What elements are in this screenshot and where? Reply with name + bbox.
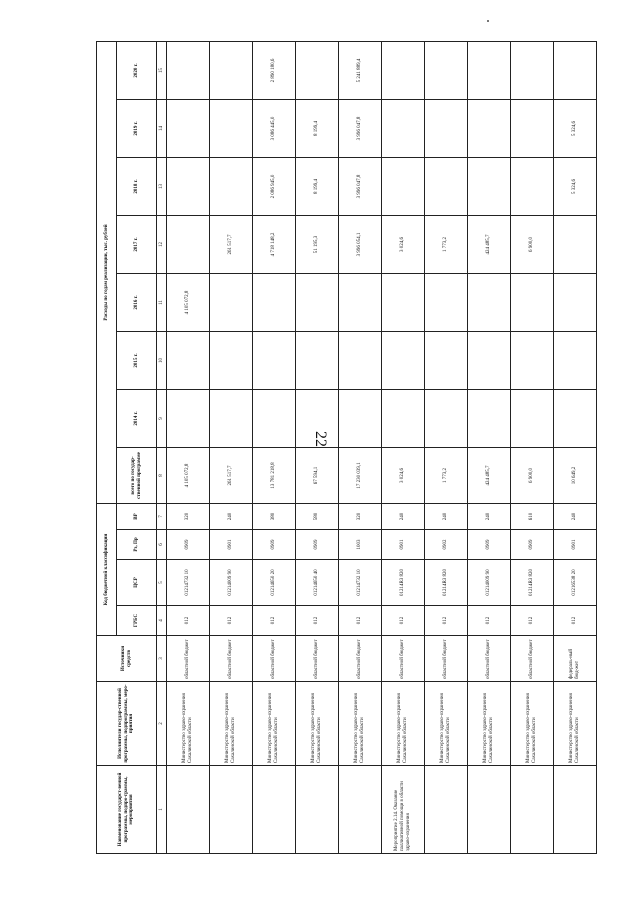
table-cell	[425, 100, 468, 158]
table-cell: Министерство здраво-охранения Сахалинской области	[511, 682, 554, 766]
table-cell: 012	[210, 606, 253, 636]
table-cell: 240	[210, 504, 253, 530]
header-csr: ЦСР	[117, 560, 157, 606]
table-row	[554, 41, 597, 853]
header-executors: Исполнители государ-ственной программы, подпрограммы, меро-приятия	[97, 682, 157, 766]
table-cell	[468, 158, 511, 216]
table-cell: 3 996 054,1	[339, 216, 382, 274]
header-program-name: Наименование государст-венной программы, подпро-граммы, мероприятия	[97, 766, 157, 854]
table-cell: 3 024,6	[382, 216, 425, 274]
table-cell: 580	[296, 504, 339, 530]
table-cell	[468, 332, 511, 390]
table-cell: 5 241 889,4	[339, 41, 382, 99]
header-rz-pr: Рз, Пр	[117, 530, 157, 560]
table-cell: 261 517,7	[210, 216, 253, 274]
table-cell: 0902	[425, 530, 468, 560]
table-row	[253, 41, 296, 853]
scan-speck	[487, 20, 489, 22]
column-number: 11	[157, 274, 167, 332]
table-cell: 0909	[253, 530, 296, 560]
header-year-2015: 2015 г.	[117, 332, 157, 390]
table-cell: 2 086 945,0	[253, 158, 296, 216]
column-number: 6	[157, 530, 167, 560]
table-cell: 8 199,4	[296, 100, 339, 158]
column-number: 10	[157, 332, 167, 390]
column-number: 2	[157, 682, 167, 766]
table-row	[425, 41, 468, 853]
table-cell: 012	[554, 606, 597, 636]
table-cell	[210, 158, 253, 216]
table-cell: областной бюджет	[382, 636, 425, 682]
table-cell: Мероприятие 2.14. Оказание паллиативной помощи в области здраво-охранения	[382, 766, 425, 854]
table-cell: 8 199,4	[296, 158, 339, 216]
table-cell	[511, 100, 554, 158]
table-cell: 424 485,7	[468, 216, 511, 274]
table-row	[339, 41, 382, 853]
table-cell	[425, 766, 468, 854]
table-row	[382, 41, 425, 853]
table-cell: 0901	[554, 530, 597, 560]
header-year-2020: 2020 г.	[117, 41, 157, 99]
table-cell: 261 517,7	[210, 448, 253, 504]
table-cell: 3 086 445,0	[253, 100, 296, 158]
table-cell	[468, 766, 511, 854]
table-cell	[296, 274, 339, 332]
table-cell: 10 649,2	[554, 448, 597, 504]
table-cell: 5 324,6	[554, 158, 597, 216]
table-cell: 3 024,6	[382, 448, 425, 504]
table-cell: областной бюджет	[253, 636, 296, 682]
header-year-2014: 2014 г.	[117, 390, 157, 448]
table-cell: 610	[511, 504, 554, 530]
table-cell	[167, 158, 210, 216]
table-cell: 0901	[382, 530, 425, 560]
table-cell	[210, 390, 253, 448]
table-cell	[296, 390, 339, 448]
table-cell	[210, 766, 253, 854]
table-cell: Министерство здраво-охранения Сахалинской области	[468, 682, 511, 766]
table-cell: 01214R3 820	[425, 560, 468, 606]
column-number-row	[157, 41, 167, 853]
table-cell: 01214650 20	[253, 560, 296, 606]
table-cell: Министерство здраво-охранения Сахалинской области	[382, 682, 425, 766]
table-cell: 1 773,2	[425, 216, 468, 274]
table-cell: 012	[425, 606, 468, 636]
table-cell	[167, 216, 210, 274]
table-cell	[296, 766, 339, 854]
table-cell	[468, 41, 511, 99]
table-cell	[382, 274, 425, 332]
table-cell	[339, 390, 382, 448]
column-number: 5	[157, 560, 167, 606]
table-cell	[382, 390, 425, 448]
table-cell: 424 485,7	[468, 448, 511, 504]
column-number: 12	[157, 216, 167, 274]
page-number: 22	[312, 431, 329, 447]
table-cell	[425, 390, 468, 448]
table-cell	[511, 274, 554, 332]
table-cell	[167, 332, 210, 390]
table-cell: 4 105 072,8	[167, 274, 210, 332]
column-number: 15	[157, 41, 167, 99]
table-cell: 6 900,0	[511, 448, 554, 504]
header-expenses-by-year: Расходы по годам реализации, тыс. рублей	[97, 41, 117, 503]
table-cell: 01214650 40	[296, 560, 339, 606]
table-cell: 67 594,1	[296, 448, 339, 504]
table-cell	[554, 766, 597, 854]
table-cell	[425, 274, 468, 332]
table-cell	[511, 766, 554, 854]
table-cell	[511, 390, 554, 448]
table-cell	[425, 158, 468, 216]
table-cell: 012	[511, 606, 554, 636]
table-cell: 01214R3 820	[511, 560, 554, 606]
table-cell	[339, 766, 382, 854]
table-body	[167, 41, 597, 853]
table-cell: 01216538 20	[554, 560, 597, 606]
table-cell: Министерство здраво-охранения Сахалинской области	[425, 682, 468, 766]
table-cell: 17 230 039,1	[339, 448, 382, 504]
table-cell	[511, 158, 554, 216]
table-cell	[210, 41, 253, 99]
table-cell: Министерство здраво-охранения Сахалинской области	[167, 682, 210, 766]
table-cell: 240	[425, 504, 468, 530]
column-number: 1	[157, 766, 167, 854]
table-cell	[468, 100, 511, 158]
table-cell	[339, 332, 382, 390]
table-cell: 2 890 180,6	[253, 41, 296, 99]
table-cell: 320	[339, 504, 382, 530]
table-cell	[167, 100, 210, 158]
header-year-2016: 2016 г.	[117, 274, 157, 332]
table-cell: 01214009 90	[210, 560, 253, 606]
table-cell	[425, 332, 468, 390]
table-cell	[210, 332, 253, 390]
table-cell: 012	[167, 606, 210, 636]
table-cell: Министерство здраво-охранения Сахалинской области	[253, 682, 296, 766]
table-cell: 240	[554, 504, 597, 530]
table-cell: Министерство здраво-охранения Сахалинской области	[296, 682, 339, 766]
table-cell	[253, 274, 296, 332]
table-cell: 01214009 90	[468, 560, 511, 606]
table-cell	[167, 41, 210, 99]
table-cell: 4 718 148,2	[253, 216, 296, 274]
table-cell	[253, 766, 296, 854]
table-cell	[382, 41, 425, 99]
table-cell	[210, 100, 253, 158]
column-number: 14	[157, 100, 167, 158]
table-cell: областной бюджет	[425, 636, 468, 682]
header-sources: Источники средств	[97, 636, 157, 682]
table-cell: Министерство здраво-охранения Сахалинской области	[554, 682, 597, 766]
table-cell: 1 773,2	[425, 448, 468, 504]
table-cell	[296, 332, 339, 390]
table-cell: 13 781 218,8	[253, 448, 296, 504]
table-cell: 380	[253, 504, 296, 530]
table-cell	[296, 41, 339, 99]
table-cell	[511, 332, 554, 390]
table-cell: 012	[296, 606, 339, 636]
header-grbs: ГРБС	[117, 606, 157, 636]
table-cell	[425, 41, 468, 99]
header-total: всего по государ-ственной программе	[117, 448, 157, 504]
table-cell: 51 195,3	[296, 216, 339, 274]
table-cell: 240	[382, 504, 425, 530]
rotated-table-sheet	[96, 42, 580, 854]
table-cell	[253, 332, 296, 390]
table-row	[511, 41, 554, 853]
expenditure-table	[96, 41, 597, 854]
table-cell: 0909	[296, 530, 339, 560]
table-cell: областной бюджет	[167, 636, 210, 682]
header-year-2018: 2018 г.	[117, 158, 157, 216]
table-cell: 1003	[339, 530, 382, 560]
table-cell	[554, 332, 597, 390]
table-cell: 012	[468, 606, 511, 636]
table-cell: Министерство здраво-охранения Сахалинской области	[210, 682, 253, 766]
table-cell	[468, 274, 511, 332]
table-cell: 4 105 072,8	[167, 448, 210, 504]
table-cell: областной бюджет	[210, 636, 253, 682]
table-cell	[382, 100, 425, 158]
table-cell	[382, 158, 425, 216]
table-cell: 5 324,6	[554, 100, 597, 158]
header-budget-classification: Код бюджетной классификации	[97, 504, 117, 636]
table-cell	[210, 274, 253, 332]
column-number: 7	[157, 504, 167, 530]
table-cell: 01214732 10	[339, 560, 382, 606]
table-cell	[468, 390, 511, 448]
table-cell: 240	[468, 504, 511, 530]
header-year-2017: 2017 г.	[117, 216, 157, 274]
table-cell	[167, 390, 210, 448]
table-cell: 01214732 10	[167, 560, 210, 606]
table-cell: 6 900,0	[511, 216, 554, 274]
table-cell: 0909	[468, 530, 511, 560]
table-cell: 3 996 047,8	[339, 100, 382, 158]
table-cell	[167, 766, 210, 854]
table-cell: областной бюджет	[468, 636, 511, 682]
table-cell: 0909	[167, 530, 210, 560]
table-cell: 0901	[210, 530, 253, 560]
column-number: 9	[157, 390, 167, 448]
table-cell	[339, 274, 382, 332]
table-cell	[382, 332, 425, 390]
table-cell: Министерство здраво-охранения Сахалинской области	[339, 682, 382, 766]
header-year-2019: 2019 г.	[117, 100, 157, 158]
table-cell: 3 996 047,8	[339, 158, 382, 216]
table-cell	[554, 274, 597, 332]
table-cell	[554, 41, 597, 99]
column-number: 4	[157, 606, 167, 636]
header-vr: ВР	[117, 504, 157, 530]
table-row	[468, 41, 511, 853]
table-cell: 01214R3 820	[382, 560, 425, 606]
table-cell: федераль-ный бюд-жет	[554, 636, 597, 682]
table-cell: 012	[382, 606, 425, 636]
table-cell	[253, 390, 296, 448]
table-row	[210, 41, 253, 853]
table-cell: областной бюджет	[296, 636, 339, 682]
table-cell: 012	[253, 606, 296, 636]
table-cell: 012	[339, 606, 382, 636]
table-row	[296, 41, 339, 853]
table-cell	[554, 390, 597, 448]
table-cell: областной бюджет	[339, 636, 382, 682]
table-cell: 0909	[511, 530, 554, 560]
table-cell: 320	[167, 504, 210, 530]
column-number: 8	[157, 448, 167, 504]
table-cell	[554, 216, 597, 274]
table-cell	[511, 41, 554, 99]
column-number: 3	[157, 636, 167, 682]
table-row	[167, 41, 210, 853]
table-cell: областной бюджет	[511, 636, 554, 682]
column-number: 13	[157, 158, 167, 216]
